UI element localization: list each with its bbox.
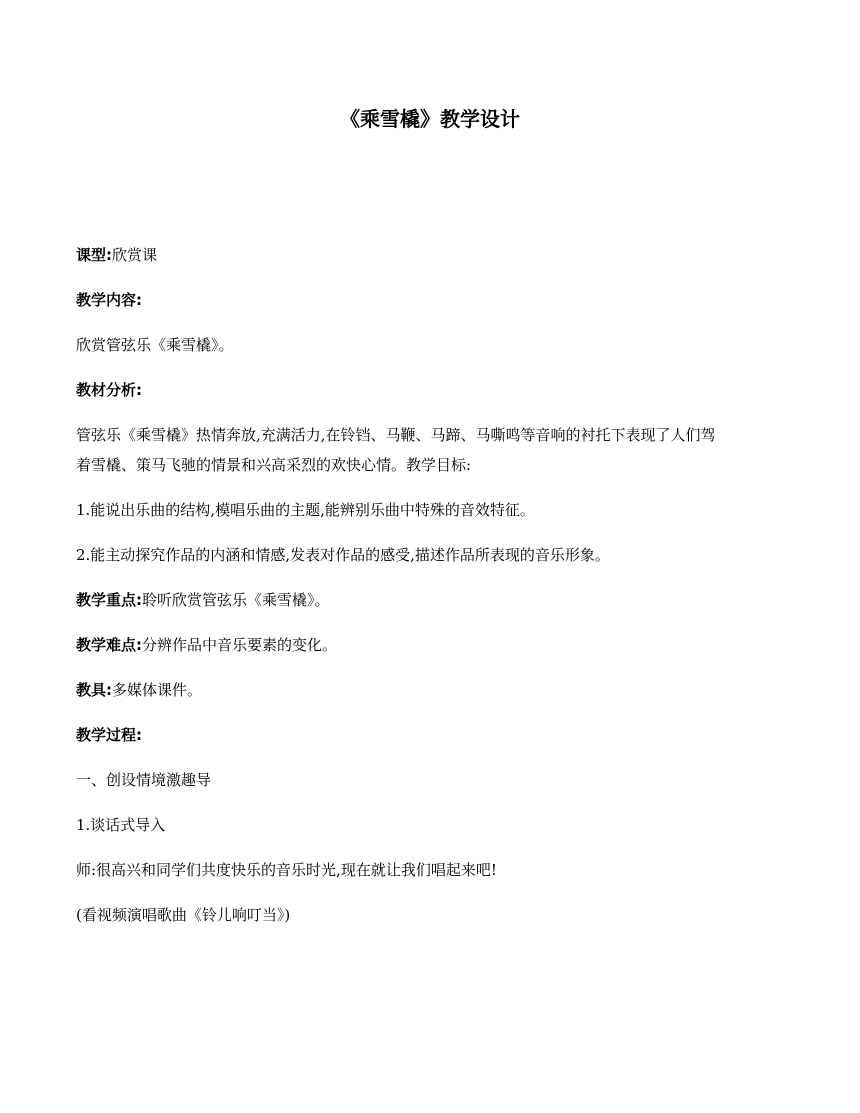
difficulty-value: 分辨作品中音乐要素的变化。	[142, 636, 338, 654]
content-heading	[76, 290, 796, 310]
content-label: 教学内容:	[76, 291, 142, 309]
goal-item-1: 1.能说出乐曲的结构,模唱乐曲的主题,能辨别乐曲中特殊的音效特征。	[76, 501, 535, 519]
content-text: 欣赏管弦乐《乘雪橇》。	[76, 336, 234, 354]
tools-label: 教具:	[76, 681, 112, 699]
course-type-label: 课型:	[76, 246, 112, 264]
analysis-text-line-2: 着雪橇、策马飞驰的情景和兴高采烈的欢快心情。教学目标:	[76, 456, 472, 474]
process-step-1: 1.谈话式导入	[76, 816, 166, 834]
analysis-heading	[76, 380, 796, 400]
course-type-value: 欣赏课	[112, 246, 158, 264]
goal-item-2: 2.能主动探究作品的内涵和情感,发表对作品的感受,描述作品所表现的音乐形象。	[76, 546, 610, 564]
key-point-label: 教学重点:	[76, 591, 142, 609]
difficulty-line	[76, 635, 796, 655]
difficulty-label: 教学难点:	[76, 636, 142, 654]
process-section-1: 一、创设情境激趣导	[76, 771, 212, 789]
video-note: (看视频演唱歌曲《铃儿响叮当》)	[76, 906, 291, 924]
teacher-line: 师:很高兴和同学们共度快乐的音乐时光,现在就让我们唱起来吧!	[76, 861, 497, 879]
key-point-value: 聆听欣赏管弦乐《乘雪橇》。	[142, 591, 330, 609]
process-label: 教学过程:	[76, 726, 142, 744]
document-title: 《乘雪橇》教学设计	[340, 107, 520, 131]
course-type-line	[76, 245, 796, 265]
tools-line	[76, 680, 796, 700]
analysis-text-line-1: 管弦乐《乘雪橇》热情奔放,充满活力,在铃铛、马鞭、马蹄、马嘶鸣等音响的衬托下表现了人们驾	[76, 426, 716, 444]
key-point-line	[76, 590, 796, 610]
tools-value: 多媒体课件。	[112, 681, 203, 699]
process-heading	[76, 725, 796, 745]
analysis-label: 教材分析:	[76, 381, 142, 399]
